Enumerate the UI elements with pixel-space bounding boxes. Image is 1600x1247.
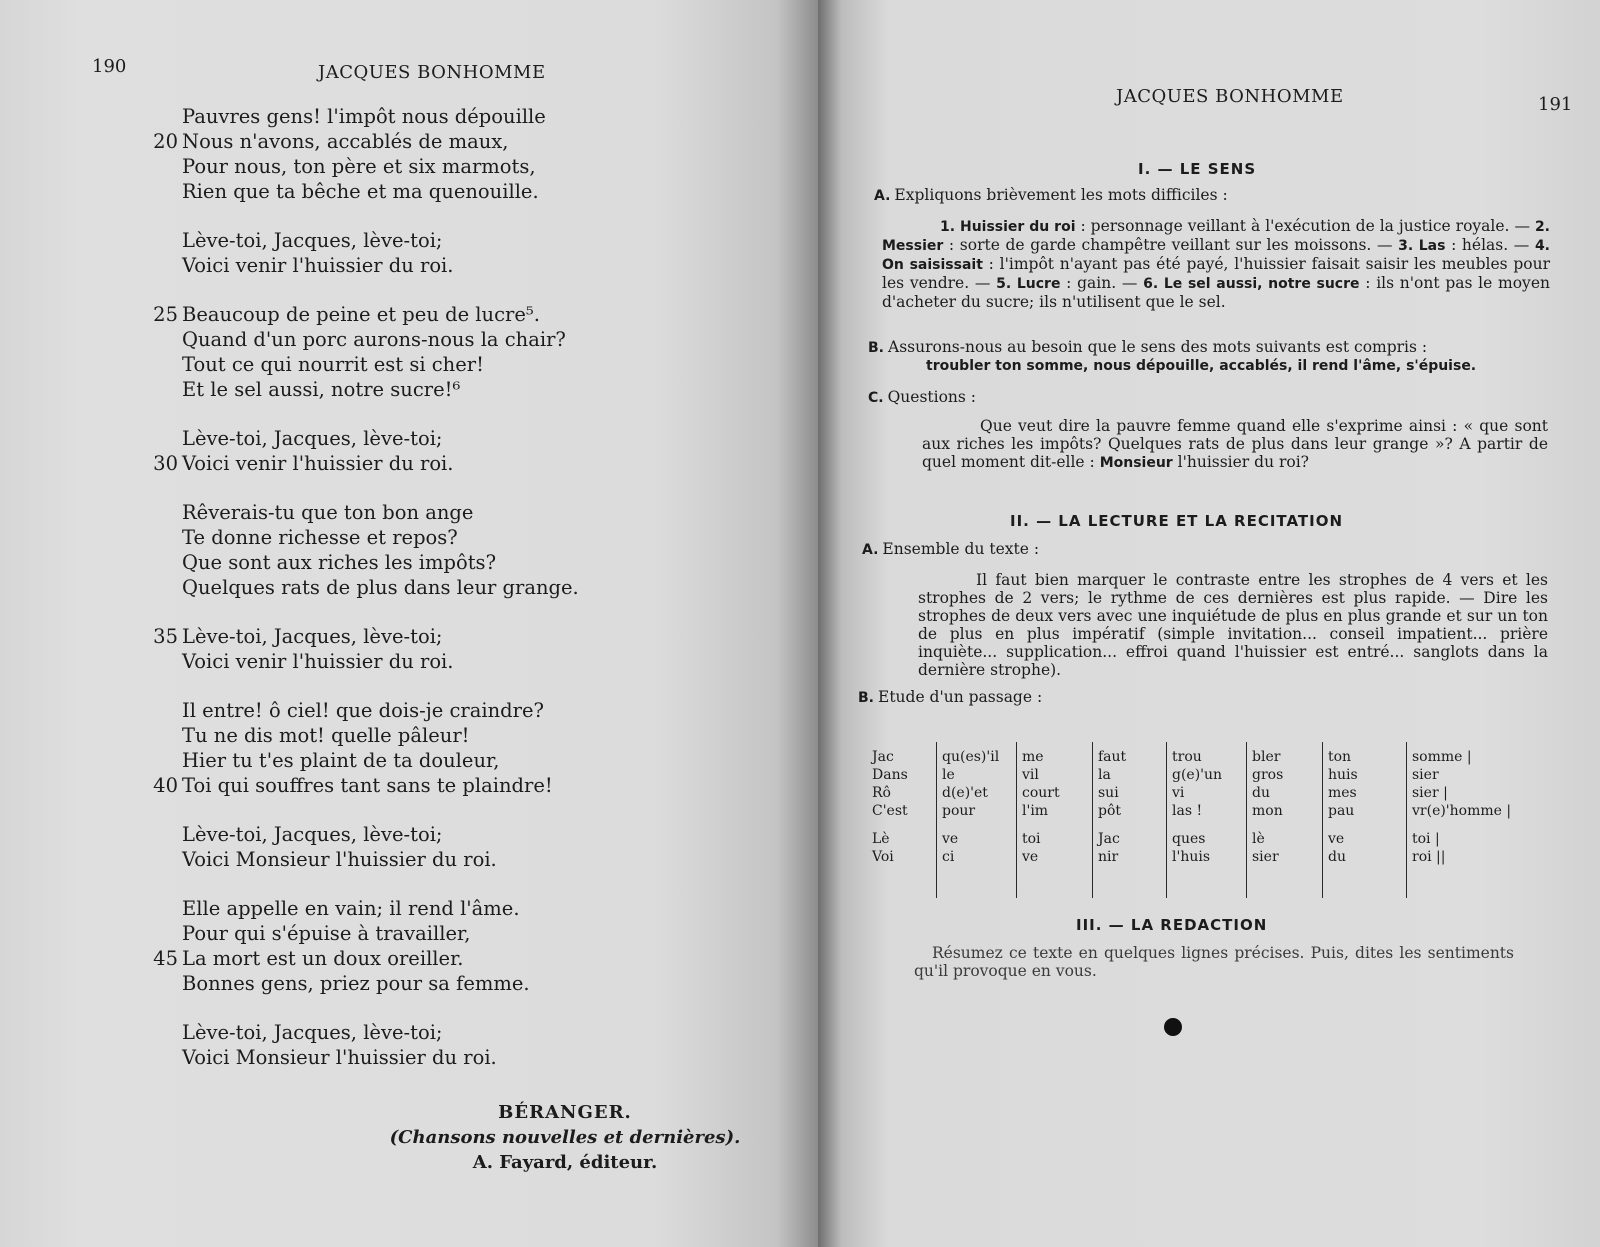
verse-text: Lève-toi, Jacques, lève-toi; bbox=[182, 1021, 443, 1044]
verse-line bbox=[130, 377, 770, 402]
gloss-term: 1. Huissier du roi bbox=[940, 219, 1076, 235]
stanza bbox=[130, 822, 770, 872]
stanza bbox=[130, 624, 770, 674]
syllable-cell: somme | bbox=[1412, 749, 1472, 765]
verse-line bbox=[130, 1020, 770, 1045]
signature bbox=[380, 1100, 750, 1175]
syllable-cell: Rô bbox=[872, 785, 891, 801]
gloss-def: : ils n'ont pas le moyen d'acheter du sucre; ils n'utilisent que le sel. bbox=[882, 274, 1550, 311]
syllable-cell: Voi bbox=[872, 849, 894, 865]
verse-line bbox=[130, 649, 770, 674]
verse-text: Pauvres gens! l'impôt nous dépouille bbox=[182, 105, 546, 128]
verse-text: Rien que ta bêche et ma quenouille. bbox=[182, 180, 539, 203]
verse-line bbox=[130, 154, 770, 179]
syllable-cell: vil bbox=[1022, 767, 1039, 783]
verse-text: Te donne richesse et repos? bbox=[182, 526, 458, 549]
verse-text: Lève-toi, Jacques, lève-toi; bbox=[182, 625, 443, 648]
verse-line bbox=[130, 946, 770, 971]
syllable-cell: qu(es)'il bbox=[942, 749, 1000, 765]
verse-text: Bonnes gens, priez pour sa femme. bbox=[182, 972, 530, 995]
verse-line bbox=[130, 698, 770, 723]
running-head: JACQUES BONHOMME bbox=[1116, 86, 1344, 107]
syllable-column bbox=[872, 748, 908, 898]
syllable-cell: sier bbox=[1252, 849, 1279, 865]
verse-text: Lève-toi, Jacques, lève-toi; bbox=[182, 823, 443, 846]
verse-text: Voici venir l'huissier du roi. bbox=[182, 650, 454, 673]
redaction-text bbox=[914, 944, 1514, 980]
syllable-cell: sui bbox=[1098, 785, 1119, 801]
sub-heading: Questions : bbox=[887, 388, 977, 406]
line-number: 20 bbox=[153, 130, 178, 153]
syllable-cell: sier | bbox=[1412, 785, 1448, 801]
stanza bbox=[130, 302, 770, 402]
verse-line bbox=[130, 921, 770, 946]
section-title-redaction: III. — LA REDACTION bbox=[1076, 916, 1268, 934]
syllable-cell: toi bbox=[1022, 831, 1041, 847]
line-number: 45 bbox=[153, 947, 178, 970]
verse-line bbox=[130, 624, 770, 649]
gloss-def: : gain. — bbox=[1060, 274, 1144, 292]
poem bbox=[130, 104, 770, 1094]
verse-text: Que sont aux riches les impôts? bbox=[182, 551, 497, 574]
verse-text: Voici Monsieur l'huissier du roi. bbox=[182, 848, 497, 871]
stanza bbox=[130, 104, 770, 204]
line-number: 25 bbox=[153, 303, 178, 326]
syllable-cell: trou bbox=[1172, 749, 1202, 765]
reading-paragraph: Il faut bien marquer le contraste entre les strophes de 4 vers et les strophes de 2 vers; le rythme de ces dernières est plus rapide. — Dire les strophes de deux vers avec une inquiétude de plus en plus grande et sur un ton de plus en plus impératif (simple invitation... conseil impatient... prière inquiète... supplication... effroi quand l'huissier est entré... sanglots dans la dernière strophe). bbox=[918, 571, 1548, 679]
syllable-cell: ve bbox=[1022, 849, 1039, 865]
verse-text: Hier tu t'es plaint de ta douleur, bbox=[182, 749, 500, 772]
running-head: JACQUES BONHOMME bbox=[318, 62, 546, 83]
sub-label: B. bbox=[868, 340, 884, 356]
syllable-cell: ve bbox=[1328, 831, 1345, 847]
verse-line bbox=[130, 129, 770, 154]
column-rule bbox=[1016, 742, 1017, 898]
syllable-cell: court bbox=[1022, 785, 1060, 801]
page-number: 190 bbox=[92, 56, 127, 77]
column-rule bbox=[1166, 742, 1167, 898]
punch-hole bbox=[1164, 1018, 1182, 1036]
verse-line bbox=[130, 228, 770, 253]
verse-text: Toi qui souffres tant sans te plaindre! bbox=[182, 774, 553, 797]
question-text-end: l'huissier du roi? bbox=[1172, 453, 1309, 471]
syllable-table bbox=[872, 748, 1562, 898]
syllable-cell: gros bbox=[1252, 767, 1284, 783]
gloss-def: : l'impôt n'ayant pas été payé, l'huissier faisait saisir les meubles pour les vendre. — bbox=[882, 255, 1551, 292]
verse-text: Lève-toi, Jacques, lève-toi; bbox=[182, 427, 443, 450]
verse-line bbox=[130, 575, 770, 600]
verse-line bbox=[130, 525, 770, 550]
section-2a bbox=[862, 540, 1548, 679]
verse-line bbox=[130, 451, 770, 476]
sub-label: A. bbox=[874, 188, 891, 204]
verse-text: Pour nous, ton père et six marmots, bbox=[182, 155, 536, 178]
syllable-column bbox=[1328, 748, 1358, 898]
syllable-cell: huis bbox=[1328, 767, 1358, 783]
gloss-def: : sorte de garde champêtre veillant sur les moissons. — bbox=[943, 236, 1399, 254]
glossary-paragraph bbox=[874, 217, 1550, 311]
question-bold: Monsieur bbox=[1099, 455, 1173, 471]
sub-label: C. bbox=[868, 390, 884, 406]
syllable-cell: vr(e)'homme | bbox=[1412, 803, 1512, 819]
verse-line bbox=[130, 327, 770, 352]
redaction-paragraph: Résumez ce texte en quelques lignes précises. Puis, dites les sentiments qu'il provoque en vous. bbox=[914, 944, 1514, 980]
verse-line bbox=[130, 971, 770, 996]
syllable-cell: Jac bbox=[1098, 831, 1120, 847]
syllable-cell: ton bbox=[1328, 749, 1352, 765]
syllable-cell: nir bbox=[1098, 849, 1119, 865]
syllable-cell: Jac bbox=[872, 749, 894, 765]
syllable-cell: ve bbox=[942, 831, 959, 847]
verse-text: Voici venir l'huissier du roi. bbox=[182, 452, 454, 475]
gloss-def: : hélas. — bbox=[1445, 236, 1535, 254]
syllable-column bbox=[1412, 748, 1511, 898]
verse-text: Nous n'avons, accablés de maux, bbox=[182, 130, 509, 153]
syllable-cell: pôt bbox=[1098, 803, 1122, 819]
gloss-term: 2. Messier bbox=[882, 219, 1550, 254]
syllable-cell: d(e)'et bbox=[942, 785, 988, 801]
syllable-cell: Dans bbox=[872, 767, 908, 783]
syllable-cell: faut bbox=[1098, 749, 1127, 765]
verse-text: Lève-toi, Jacques, lève-toi; bbox=[182, 229, 443, 252]
question-paragraph bbox=[868, 417, 1548, 472]
sub-heading: Expliquons brièvement les mots difficiles : bbox=[894, 186, 1228, 204]
word-list: troubler ton somme, nous dépouille, accablés, il rend l'âme, s'épuise. bbox=[926, 358, 1477, 374]
syllable-cell: mes bbox=[1328, 785, 1357, 801]
syllable-cell: bler bbox=[1252, 749, 1281, 765]
verse-text: Quelques rats de plus dans leur grange. bbox=[182, 576, 579, 599]
column-rule bbox=[1406, 742, 1407, 898]
syllable-cell: roi || bbox=[1412, 849, 1446, 865]
verse-text: Voici Monsieur l'huissier du roi. bbox=[182, 1046, 497, 1069]
verse-text: Il entre! ô ciel! que dois-je craindre? bbox=[182, 699, 544, 722]
stanza bbox=[130, 896, 770, 996]
verse-line bbox=[130, 847, 770, 872]
stanza bbox=[130, 500, 770, 600]
verse-line bbox=[130, 302, 770, 327]
syllable-cell: le bbox=[942, 767, 955, 783]
verse-line bbox=[130, 748, 770, 773]
verse-text: Rêverais-tu que ton bon ange bbox=[182, 501, 474, 524]
section-1c bbox=[868, 388, 1548, 472]
column-rule bbox=[936, 742, 937, 898]
verse-line bbox=[130, 352, 770, 377]
author-name: BÉRANGER. bbox=[498, 1102, 632, 1123]
syllable-column bbox=[1252, 748, 1283, 898]
syllable-cell: g(e)'un bbox=[1172, 767, 1223, 783]
gloss-term: 3. Las bbox=[1398, 238, 1446, 254]
syllable-cell: me bbox=[1022, 749, 1044, 765]
verse-line bbox=[130, 104, 770, 129]
gloss-term: 4. On saisissait bbox=[882, 238, 1550, 273]
column-rule bbox=[1092, 742, 1093, 898]
syllable-cell: toi | bbox=[1412, 831, 1440, 847]
verse-text: Et le sel aussi, notre sucre!⁶ bbox=[182, 378, 461, 401]
verse-line bbox=[130, 1045, 770, 1070]
sub-heading: Assurons-nous au besoin que le sens des mots suivants est compris : bbox=[888, 338, 1428, 356]
syllable-cell: pau bbox=[1328, 803, 1355, 819]
verse-text: Elle appelle en vain; il rend l'âme. bbox=[182, 897, 520, 920]
verse-line bbox=[130, 822, 770, 847]
sub-label: B. bbox=[858, 690, 874, 706]
sub-heading: Ensemble du texte : bbox=[882, 540, 1040, 558]
syllable-column bbox=[1098, 748, 1126, 898]
right-page bbox=[818, 0, 1600, 1247]
verse-text: Pour qui s'épuise à travailler, bbox=[182, 922, 471, 945]
syllable-cell: ci bbox=[942, 849, 955, 865]
verse-line bbox=[130, 426, 770, 451]
column-rule bbox=[1246, 742, 1247, 898]
section-1b bbox=[868, 338, 1548, 375]
syllable-cell: l'huis bbox=[1172, 849, 1211, 865]
verse-text: Beaucoup de peine et peu de lucre⁵. bbox=[182, 303, 540, 326]
work-title: (Chansons nouvelles et dernières). bbox=[389, 1127, 741, 1148]
syllable-cell: la bbox=[1098, 767, 1111, 783]
section-1a bbox=[874, 186, 1550, 311]
question-text: Que veut dire la pauvre femme quand elle s'exprime ainsi : « que sont aux riches les impôts? Quelques rats de plus dans leur grange »? A partir de quel moment dit-elle : bbox=[922, 417, 1548, 471]
line-number: 30 bbox=[153, 452, 178, 475]
syllable-cell: pour bbox=[942, 803, 976, 819]
line-number: 35 bbox=[153, 625, 178, 648]
verse-line bbox=[130, 723, 770, 748]
line-number: 40 bbox=[153, 774, 178, 797]
stanza bbox=[130, 426, 770, 476]
gloss-term: 5. Lucre bbox=[996, 276, 1061, 292]
stanza bbox=[130, 1020, 770, 1070]
verse-line bbox=[130, 896, 770, 921]
syllable-column bbox=[1022, 748, 1060, 898]
section-title-sens: I. — LE SENS bbox=[1138, 160, 1257, 178]
syllable-cell: l'im bbox=[1022, 803, 1049, 819]
verse-text: Tout ce qui nourrit est si cher! bbox=[182, 353, 484, 376]
syllable-cell: vi bbox=[1172, 785, 1185, 801]
syllable-column bbox=[942, 748, 999, 898]
verse-line bbox=[130, 550, 770, 575]
syllable-cell: mon bbox=[1252, 803, 1283, 819]
verse-line bbox=[130, 773, 770, 798]
column-rule bbox=[1322, 742, 1323, 898]
gloss-def: : personnage veillant à l'exécution de la justice royale. — bbox=[1075, 217, 1535, 235]
verse-line bbox=[130, 500, 770, 525]
verse-line bbox=[130, 179, 770, 204]
verse-text: Quand d'un porc aurons-nous la chair? bbox=[182, 328, 566, 351]
syllable-cell: du bbox=[1252, 785, 1270, 801]
gloss-term: 6. Le sel aussi, notre sucre bbox=[1143, 276, 1360, 292]
verse-text: Voici venir l'huissier du roi. bbox=[182, 254, 454, 277]
syllable-cell: sier bbox=[1412, 767, 1439, 783]
verse-text: La mort est un doux oreiller. bbox=[182, 947, 464, 970]
section-title-lecture: II. — LA LECTURE ET LA RECITATION bbox=[1010, 512, 1344, 530]
sub-label: A. bbox=[862, 542, 879, 558]
publisher: A. Fayard, éditeur. bbox=[472, 1152, 658, 1173]
verse-line bbox=[130, 253, 770, 278]
stanza bbox=[130, 698, 770, 798]
page-number: 191 bbox=[1538, 94, 1573, 115]
syllable-cell: ques bbox=[1172, 831, 1206, 847]
syllable-cell: du bbox=[1328, 849, 1346, 865]
syllable-cell: las ! bbox=[1172, 803, 1203, 819]
syllable-cell: C'est bbox=[872, 803, 908, 819]
syllable-column bbox=[1172, 748, 1222, 898]
sub-heading: Etude d'un passage : bbox=[878, 688, 1043, 706]
syllable-cell: Lè bbox=[872, 831, 890, 847]
syllable-cell: lè bbox=[1252, 831, 1265, 847]
stanza bbox=[130, 228, 770, 278]
verse-text: Tu ne dis mot! quelle pâleur! bbox=[182, 724, 470, 747]
section-2b bbox=[858, 688, 1544, 707]
